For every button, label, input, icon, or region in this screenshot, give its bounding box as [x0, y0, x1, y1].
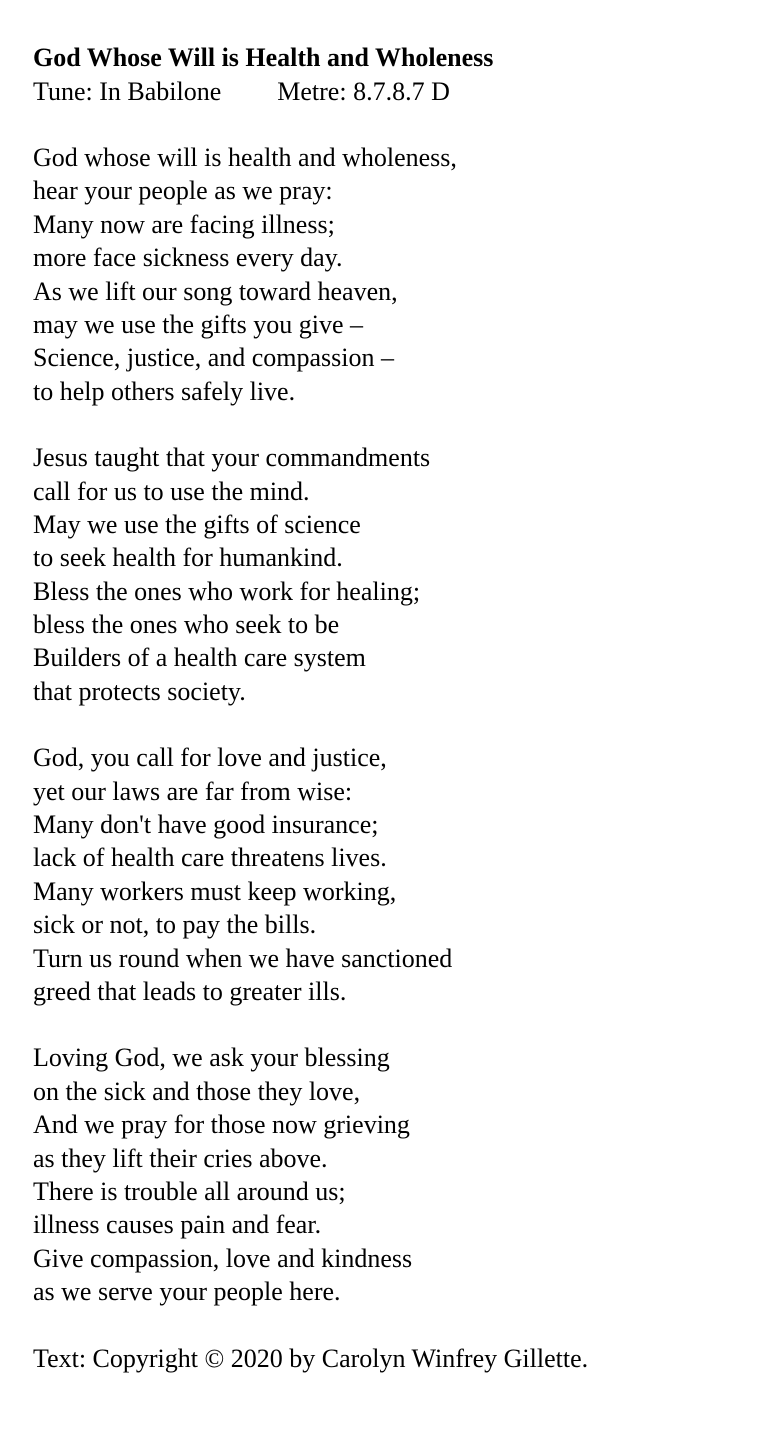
stanza-line: Turn us round when we have sanctioned — [33, 943, 453, 973]
stanza-line: As we lift our song toward heaven, — [33, 276, 398, 306]
stanza-line: Give compassion, love and kindness — [33, 1243, 413, 1273]
stanza-2 — [33, 441, 733, 708]
stanza-line: Many now are facing illness; — [33, 209, 335, 239]
hymn-page — [33, 41, 733, 1375]
stanza-line: more face sickness every day. — [33, 243, 343, 273]
stanza-3 — [33, 741, 733, 1008]
copyright-notice: Text: Copyright © 2020 by Carolyn Winfrey Gillette. — [33, 1343, 589, 1373]
stanza-line: call for us to use the mind. — [33, 476, 310, 506]
stanza-line: that protects society. — [33, 676, 246, 706]
stanza-line: Many workers must keep working, — [33, 876, 397, 906]
stanza-line: to help others safely live. — [33, 376, 296, 406]
stanza-line: as they lift their cries above. — [33, 1143, 328, 1173]
stanza-line: on the sick and those they love, — [33, 1076, 361, 1106]
stanza-line: hear your people as we pray: — [33, 176, 333, 206]
stanza-line: may we use the gifts you give – — [33, 309, 363, 339]
stanza-line: God whose will is health and wholeness, — [33, 143, 457, 172]
stanza-line: God, you call for love and justice, — [33, 743, 387, 773]
tune-label: Tune: In Babilone — [33, 77, 222, 106]
stanza-line: There is trouble all around us; — [33, 1176, 346, 1206]
stanza-line: illness causes pain and fear. — [33, 1210, 322, 1240]
stanza-line: yet our laws are far from wise: — [33, 776, 353, 806]
stanza-4 — [33, 1041, 733, 1308]
stanza-line: sick or not, to pay the bills. — [33, 910, 317, 940]
stanza-line: lack of health care threatens lives. — [33, 843, 387, 873]
stanza-line: bless the ones who seek to be — [33, 610, 340, 640]
stanza-line: Bless the ones who work for healing; — [33, 576, 421, 606]
stanza-line: as we serve your people here. — [33, 1277, 341, 1307]
stanza-line: Builders of a health care system — [33, 643, 366, 673]
stanza-line: Loving God, we ask your blessing — [33, 1043, 390, 1073]
stanza-1 — [33, 141, 733, 408]
stanza-line: Many don't have good insurance; — [33, 810, 379, 840]
metre-label: Metre: 8.7.8.7 D — [277, 77, 450, 106]
stanza-line: Jesus taught that your commandments — [33, 443, 431, 473]
stanza-line: to seek health for humankind. — [33, 543, 343, 573]
stanza-line: greed that leads to greater ills. — [33, 976, 347, 1006]
hymn-title: God Whose Will is Health and Wholeness — [33, 43, 494, 72]
stanza-line: Science, justice, and compassion – — [33, 343, 395, 373]
stanza-line: May we use the gifts of science — [33, 509, 361, 539]
stanza-line: And we pray for those now grieving — [33, 1110, 410, 1140]
tune-metre-line — [33, 75, 733, 108]
